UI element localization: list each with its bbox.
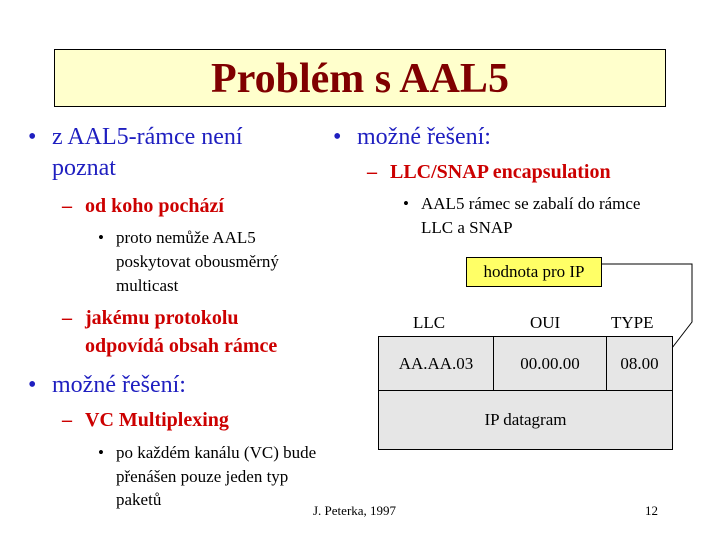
dash-icon: – xyxy=(62,307,72,329)
header-type: TYPE xyxy=(611,313,654,332)
bullet-icon: • xyxy=(28,124,37,150)
footer-author: J. Peterka, 1997 xyxy=(313,503,397,518)
right-sub: LLC/SNAP encapsulation xyxy=(390,161,611,183)
right-bullet: možné řešení: xyxy=(357,124,491,150)
page-number: 12 xyxy=(645,503,658,518)
left-sub2-line2: odpovídá obsah rámce xyxy=(85,335,278,357)
left-bullet1-line1: z AAL5-rámce není xyxy=(52,124,243,150)
slide-title: Problém s AAL5 xyxy=(211,56,509,102)
bullet-icon: • xyxy=(403,194,409,213)
right-item-line1: AAL5 rámec se zabalí do rámce xyxy=(421,194,641,213)
left-sub3-item-line3: paketů xyxy=(116,490,162,509)
header-llc: LLC xyxy=(413,313,446,332)
left-sub1-item-line2: poskytovat obousměrný xyxy=(116,252,279,271)
left-sub1-item-line1: proto nemůže AAL5 xyxy=(116,228,256,247)
right-item-line2: LLC a SNAP xyxy=(421,218,513,237)
dash-icon: – xyxy=(367,161,377,183)
cell-llc xyxy=(378,336,494,391)
left-sub3-item-line1: po každém kanálu (VC) bude xyxy=(116,443,317,462)
bullet-icon: • xyxy=(98,228,104,247)
bullet-icon: • xyxy=(333,124,342,150)
callout-label: hodnota pro IP xyxy=(483,262,585,281)
left-sub1: od koho pochází xyxy=(85,195,224,217)
cell-ip-datagram xyxy=(378,390,673,450)
bullet-icon: • xyxy=(98,443,104,462)
callout-box xyxy=(466,257,602,287)
left-sub3: VC Multiplexing xyxy=(85,409,229,431)
cell-type xyxy=(606,336,673,391)
dash-icon: – xyxy=(62,409,72,431)
left-sub3-item-line2: přenášen pouze jeden typ xyxy=(116,467,289,486)
header-oui: OUI xyxy=(530,313,561,332)
bullet-icon: • xyxy=(28,372,37,398)
cell-oui-value: 00.00.00 xyxy=(520,353,580,373)
left-sub2-line1: jakému protokolu xyxy=(85,307,239,329)
title-box xyxy=(54,49,666,107)
cell-type-value: 08.00 xyxy=(620,353,659,373)
cell-ip-datagram-value: IP datagram xyxy=(484,410,567,429)
left-bullet1-line2: poznat xyxy=(52,155,116,181)
left-sub1-item-line3: multicast xyxy=(116,276,179,295)
cell-oui xyxy=(493,336,607,391)
dash-icon: – xyxy=(62,195,72,217)
left-bullet2: možné řešení: xyxy=(52,372,186,398)
cell-llc-value: AA.AA.03 xyxy=(398,353,474,373)
